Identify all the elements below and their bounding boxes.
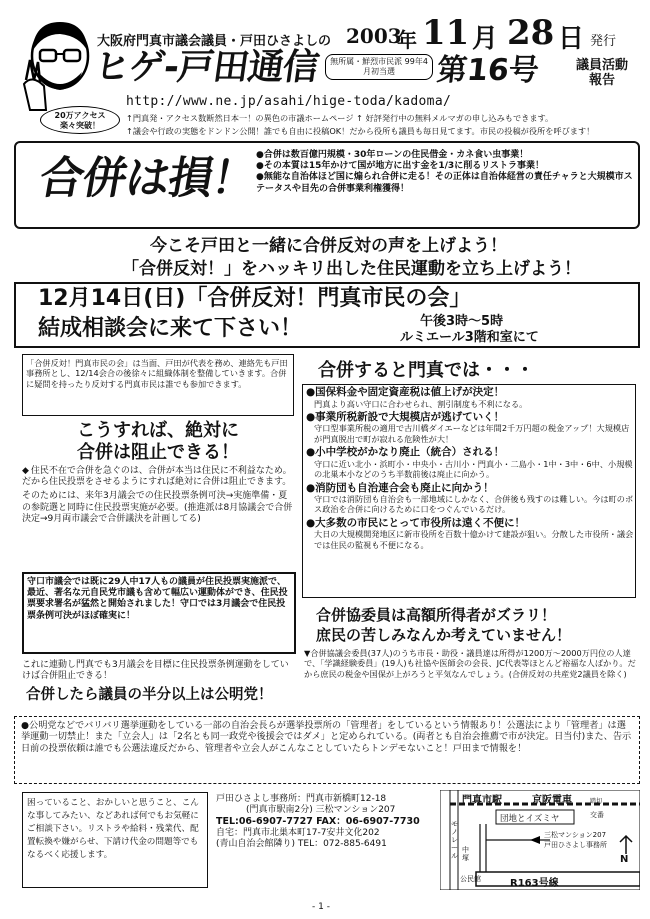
- committee-heading-2: 庶民の苦しみなんか考えていません！: [316, 626, 572, 644]
- map-school: 中塚: [462, 846, 469, 862]
- office-address: 戸田ひさよし事務所：門真市新橋町12-18: [216, 794, 387, 804]
- month-unit: 月: [472, 24, 499, 54]
- right-item-5-title: ●大多数の市民にとって市役所は遠く不便に！: [306, 516, 525, 529]
- issue-year: 2003: [346, 24, 402, 48]
- right-item-2-body: 守口型事業所税の適用で古川橋ダイエーなどは年間2千万円超の税金アップ！大規模店が門真脱出で町が寂れる危険性が大！: [314, 423, 630, 444]
- issue-suffix: 発行: [590, 34, 617, 49]
- committee-heading-1: 合併協委員は高額所得者がズラリ！: [316, 606, 557, 624]
- map-label-mansion: 三松マンション207: [544, 831, 607, 839]
- left-points: [22, 466, 294, 528]
- home-address-sub: (青山自治会館隣り) TEL：072-885-6491: [216, 838, 387, 849]
- right-item-1-title: ●国保料金や固定資産税は値上げが決定！: [306, 386, 505, 398]
- right-item-3-body: 守口に近い北小・浜町小・中央小・古川小・門真小・二島小・1中・3中・6中、小規模の北巣本小などのうち半数前後は廃止に向かう。: [314, 458, 633, 480]
- left-point-4: これに連動し門真でも3月議会を目標に住民投票条例運動をしていけば合併阻止できる！: [22, 660, 289, 682]
- slogan-1: 今こそ戸田と一緒に合併反対の声を上げよう！: [150, 236, 507, 256]
- left-point-2: そのためには、来年3月議会での住民投票条例可決→実施準備・夏の参院選と同時に住民投票実施が必要。(推進派は8月協議会で合併決定→9月両市議会で合併議決を計画してる): [22, 491, 293, 524]
- office-map: [440, 790, 640, 890]
- right-item-3-title: ●小中学校がかなり廃止（統合）される！: [306, 446, 505, 459]
- office-info: [216, 794, 434, 850]
- event-title: 12月14日(日)「合併反対！門真市民の会」: [38, 286, 472, 311]
- map-railway: 京阪電車: [532, 795, 572, 806]
- caricature-portrait-icon: [20, 14, 100, 114]
- day-unit: 日: [558, 24, 585, 54]
- left-point-3: 守口市議会では既に29人中17人もの議員が住民投票実施派で、最近、著名な元自民党市議も含めて幅広い運動体ができ、住民投票要求署名が猛然と開始されました！守口では3月議会で住民投票条例可決がほぼ確実に！: [27, 577, 288, 621]
- access-count-badge: 20万アクセス楽々突破！: [40, 106, 120, 134]
- left-point-1: ◆ 住民不在で合併を急ぐのは、合併が本当は住民に不利益なため。だから住民投票をさせるようにすれば絶対に合併は阻止できます。: [22, 466, 294, 488]
- consultation-box: 困っていること、おかしいと思うこと、こんな事してみたい、などあれば何でもお気軽にご相談下さい。リストラや給料・残業代、配置転換や嫌がらせ、下請け代金の問題等でもなるべく応援します。: [22, 792, 208, 888]
- office-address-sub: (門真市駅南2分) 三松マンション207: [246, 805, 396, 816]
- homepage-note: ↑門真発・アクセス数断然日本一！の異色の市議ホームページ ↑ 好評発行中の無料メルマガの申し込みもできます。: [126, 113, 554, 123]
- left-bottom-heading: 合併したら議員の半分以上は公明党！: [26, 687, 273, 703]
- activity-report-label: 議員活動報告: [575, 58, 628, 88]
- right-heading: 合併すると門真では・・・: [318, 360, 534, 381]
- homepage-url[interactable]: http://www.ne.jp/asahi/hige-toda/kadoma/: [126, 94, 452, 109]
- office-phone: TEL:06-6907-7727 FAX：06-6907-7730: [216, 816, 420, 828]
- left-point-3-box: [22, 572, 296, 654]
- map-kominkan: 公民館: [460, 875, 481, 883]
- posting-note: ↑議会や行政の実態をドンドン公開！誰でも自由に投稿OK！だから役所も議員も毎日見てます。市民の投稿が役所を呼びます！: [126, 126, 595, 136]
- right-item-1-body: 門真より高い守口に合わせられ、割引制度も不利になる。: [314, 398, 528, 409]
- main-bullet-2: ●その本質は15年かけて国が地方に出す金を1/3に削るリストラ事業！: [256, 161, 545, 172]
- right-item-4-body: 守口では消防団も自治会も一部地域にしかなく、合併後も残すのは難しい。今は町のボス政治を合併に向けるために口をつぐんでいるだけ。: [314, 494, 634, 515]
- main-bullet-1: ●合併は数百億円規模・30年ローンの住民借金・カネ食い虫事業！: [256, 150, 529, 160]
- right-item-4-title: ●消防団も自治連合会も廃止に向かう！: [306, 481, 494, 494]
- map-label-danchi: 団地とイズミヤ: [500, 814, 560, 824]
- map-road: R163号線: [510, 878, 559, 889]
- map-north: N: [620, 854, 629, 865]
- right-item-2-title: ●事業所税新設で大規模店が逃げていく！: [306, 410, 505, 423]
- left-notice: 「合併反対！門真市民の会」は当面、戸田が代表を務め、連絡先も戸田事務所とし、12/14会合の後徐々に組織体制を整備していきます。合併に疑問を持ったり反対する門真市民は誰でも参加できます。: [22, 354, 294, 416]
- map-monorail: モノレール: [451, 820, 458, 860]
- main-bullet-3: ●無能な自治体ほど国に煽られ合併に走る！その正体は自治体経営の責任チャラと大規模市ステータスや目先の合併事業利権獲得！: [256, 172, 633, 194]
- left-heading: [48, 420, 268, 464]
- map-station: 門真市駅: [462, 795, 502, 806]
- issue-day: 28: [507, 13, 555, 53]
- left-heading-line-2: 合併は阻止できる！: [77, 442, 239, 463]
- header-subtitle: 大阪府門真市議会議員・戸田ひさよしの: [97, 34, 332, 49]
- main-title: 合併は損！: [35, 153, 260, 204]
- right-items: [306, 386, 634, 550]
- event-time: 午後3時〜5時: [420, 314, 504, 329]
- event-subtitle: 結成相談会に来て下さい！: [38, 316, 303, 341]
- page-number: - 1 -: [312, 902, 330, 912]
- right-item-5-body: 大日の大規模開発地区に新市役所を百数十億かけて建設が狙い。分散した市役所・議会では住民の監視も不便になる。: [314, 529, 634, 550]
- year-unit: 年: [397, 28, 417, 52]
- politician-badge: 無所属・鮮烈市民派 99年4月初当選: [325, 54, 433, 80]
- map-koban: 交番: [590, 811, 604, 819]
- slogan-2: 「合併反対！」をハッキリ出した住民運動を立ち上げよう！: [122, 259, 581, 279]
- bottom-notice: ●公明党などでバリバリ選挙運動をしている一部の自治会長らが選挙投票所の「管理者」をしているという情報あり！公選法により「管理者」は選挙運動一切禁止！また「立会人」は「2名とも同一政党や後援会ではダメ」と定められている。(両者とも自治会推薦で市が決定。日当付)また、告示日前の投票依頼は誰でも公選法違反だから、管理者や立会人がこんなことしていたらトンデモないこと！戸田まで情報を！: [21, 720, 632, 754]
- map-label-office: 戸田ひさよし事務所: [544, 841, 607, 849]
- home-address: 自宅：門真市北巣本町17-7安井文化202: [216, 827, 380, 838]
- bottom-notice-box: [14, 716, 640, 784]
- newsletter-title: ヒゲ-戸田通信: [91, 47, 321, 88]
- map-crossing: 踏切: [590, 798, 603, 805]
- issue-month: 11: [422, 13, 470, 53]
- main-bullets: [256, 150, 636, 195]
- committee-body: ▼合併協議会委員(37人)のうち市長・助役・議員達は所得が1200万〜2000万円位の人達で、「学識経験委員」(19人)も社協や医師会の会長、JC代表等ほとんど裕福な人ばかり。だから庶民の税金や国保が上がろうと平気なんでしょう。(合併反対の共産党2議員を除く): [304, 648, 636, 679]
- left-heading-line-1: こうすれば、絶対に: [77, 420, 239, 441]
- issue-number: 第16号: [435, 53, 541, 88]
- event-place: ルミエール3階和室にて: [400, 330, 539, 345]
